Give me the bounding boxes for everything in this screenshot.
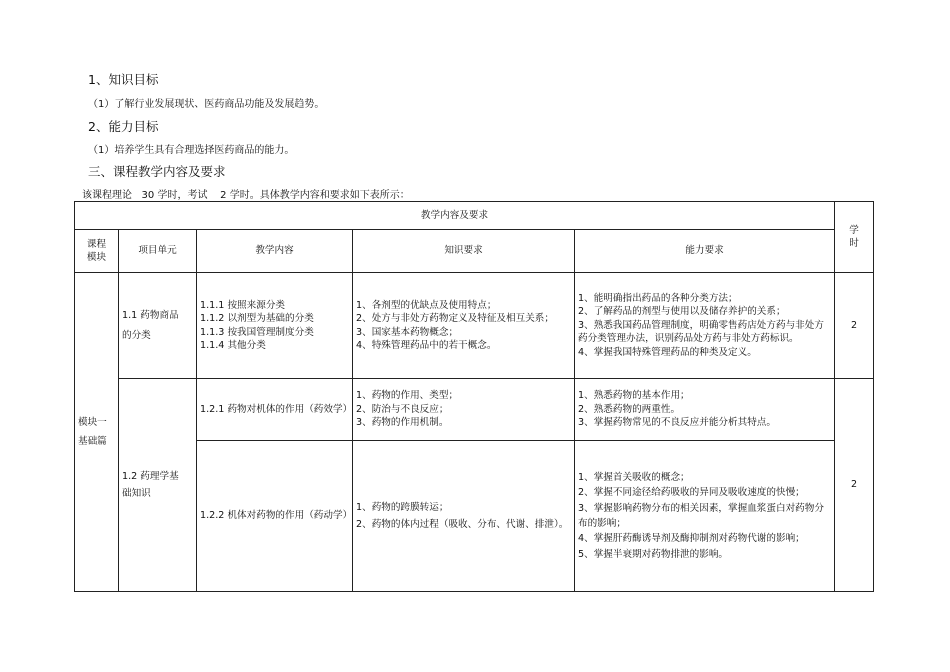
intro-text: 该课程理论 30 学时，考试 2 学时。具体教学内容和要求如下表所示： <box>82 190 410 201</box>
knowledge-header: 知识要求 <box>353 230 575 273</box>
content-cell: 1.2.1 药物对机体的作用（药效学） <box>197 379 353 441</box>
hours-cell: 2 <box>835 379 874 592</box>
knowledge-cell: 1、药物的作用、类型； 2、防治与不良反应； 3、药物的作用机制。 <box>353 379 575 441</box>
hours-cell: 2 <box>835 273 874 379</box>
heading-ability-goals: 2、能力目标 <box>88 119 159 134</box>
table-top-header: 教学内容及要求 <box>75 202 835 230</box>
unit-header: 项目单元 <box>119 230 197 273</box>
module-name-cell: 模块一 基础篇 <box>75 273 119 592</box>
knowledge-cell: 1、各剂型的优缺点及使用特点； 2、处方与非处方药物定义及特征及相互关系； 3、国家基本药物概念； 4、特殊管理药品中的若干概念。 <box>353 273 575 379</box>
table-row <box>75 379 874 441</box>
ability-cell: 1、能明确指出药品的各种分类方法； 2、了解药品的剂型与使用以及储存养护的关系； 3、熟悉我国药品管理制度，明确零售药店处方药与非处方药分类管理办法，识别药品处方药与非处方药标识。 4、掌握我国特殊管理药品的种类及定义。 <box>575 273 835 379</box>
module-header: 课程 模块 <box>75 230 119 273</box>
knowledge-cell: 1、药物的跨膜转运； 2、药物的体内过程（吸收、分布、代谢、排泄）。 <box>353 441 575 592</box>
content-cell: 1.1.1 按照来源分类 1.1.2 以剂型为基础的分类 1.1.3 按我国管理制度分类 1.1.4 其他分类 <box>197 273 353 379</box>
heading-knowledge-goals: 1、知识目标 <box>88 72 159 87</box>
ability-cell: 1、熟悉药物的基本作用； 2、熟悉药物的两重性。 3、掌握药物常见的不良反应并能分析其特点。 <box>575 379 835 441</box>
table-row <box>75 273 874 379</box>
content-header: 教学内容 <box>197 230 353 273</box>
course-content-table <box>74 201 874 592</box>
knowledge-goal-item: （1）了解行业发展现状、医药商品功能及发展趋势。 <box>88 99 325 110</box>
ability-goal-item: （1）培养学生具有合理选择医药商品的能力。 <box>88 145 295 156</box>
heading-course-content: 三、课程教学内容及要求 <box>88 164 226 179</box>
ability-cell: 1、掌握首关吸收的概念； 2、掌握不同途径给药吸收的异同及吸收速度的快慢； 3、掌握影响药物分布的相关因素，掌握血浆蛋白对药物分布的影响； 4、掌握肝药酶诱导剂及酶抑制剂对药物代谢的影响； 5、掌握半衰期对药物排泄的影响。 <box>575 441 835 592</box>
ability-header: 能力要求 <box>575 230 835 273</box>
hours-header: 学 时 <box>835 202 874 273</box>
unit-name-cell: 1.1 药物商品 的分类 <box>119 273 197 379</box>
unit-name-cell: 1.2 药理学基 础知识 <box>119 379 197 592</box>
content-cell: 1.2.2 机体对药物的作用（药动学） <box>197 441 353 592</box>
